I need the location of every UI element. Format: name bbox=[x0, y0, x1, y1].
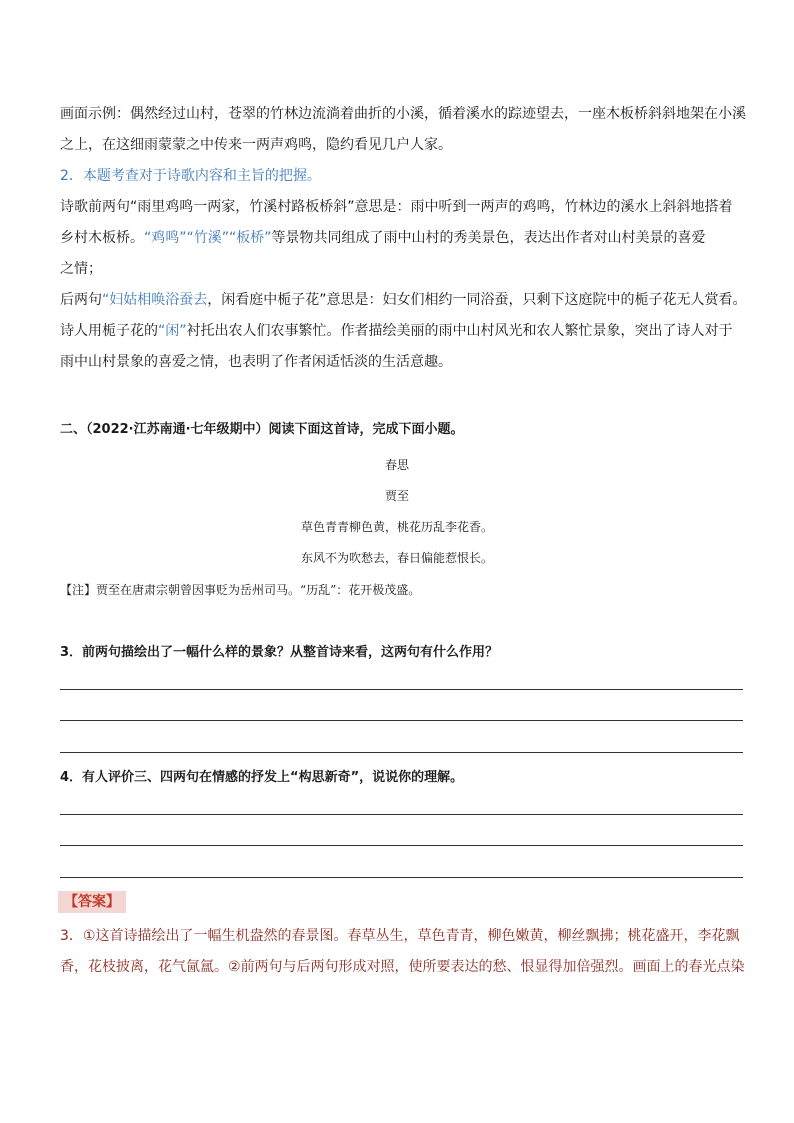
text-run: 诗人用栀子花的 bbox=[60, 323, 158, 339]
poem-title: 春思 bbox=[384, 458, 409, 472]
analysis-paragraph-line bbox=[60, 223, 740, 254]
text-run: ，闲看庭中栀子花”意思是：妇女们相约一同浴蚕，只剩下这庭院中的栀子花无人赏看。 bbox=[207, 292, 747, 308]
text-run: 后两句 bbox=[60, 292, 102, 308]
analysis-paragraph-line: 诗歌前两句“雨里鸡鸣一两家，竹溪村路板桥斜”意思是：雨中听到一两声的鸡鸣，竹林边的溪水上斜斜地搭着 bbox=[60, 199, 733, 215]
highlight-term: “妇姑相唤浴蚕去 bbox=[102, 292, 208, 308]
answer-line[interactable] bbox=[60, 877, 743, 878]
analysis-paragraph-line: 之情； bbox=[60, 261, 102, 277]
highlight-term: “闲” bbox=[158, 323, 187, 339]
answer-line[interactable] bbox=[60, 845, 743, 846]
answer-line-text: 3．①这首诗描绘出了一幅生机盎然的春景图。春草丛生，草色青青，柳色嫩黄，柳丝飘拂；桃花盛开，李花飘 bbox=[60, 928, 740, 944]
analysis-line: 之上，在这细雨蒙蒙之中传来一两声鸡鸣，隐约看见几户人家。 bbox=[60, 137, 452, 153]
text-run: 乡村木板桥。 bbox=[60, 230, 144, 246]
highlight-term: “板桥” bbox=[229, 230, 272, 246]
poem-author: 贾至 bbox=[384, 489, 409, 503]
poem-note: 【注】贾至在唐肃宗朝曾因事贬为岳州司马。“历乱”：花开极茂盛。 bbox=[60, 583, 421, 597]
answer-tag: 【答案】 bbox=[58, 891, 126, 913]
answer-line[interactable] bbox=[60, 689, 743, 690]
answer-line-text: 香，花枝披离，花气氤氲。②前两句与后两句形成对照，使所要表达的愁、恨显得加倍强烈。画面上的春光点染 bbox=[60, 959, 745, 975]
poem-line: 草色青青柳色黄，桃花历乱李花香。 bbox=[300, 520, 493, 534]
poem-line: 东风不为吹愁去，春日偏能惹恨长。 bbox=[300, 551, 493, 565]
analysis-paragraph-line bbox=[60, 285, 747, 316]
answer-line[interactable] bbox=[60, 720, 743, 721]
analysis-line: 画面示例：偶然经过山村，苍翠的竹林边流淌着曲折的小溪，循着溪水的踪迹望去，一座木板桥斜斜地架在小溪 bbox=[60, 106, 746, 122]
analysis-point-2: 2．本题考查对于诗歌内容和主旨的把握。 bbox=[60, 168, 321, 184]
question-4: 4．有人评价三、四两句在情感的抒发上“构思新奇”，说说你的理解。 bbox=[60, 770, 464, 785]
analysis-paragraph-line: 雨中山村景象的喜爱之情，也表明了作者闲适恬淡的生活意趣。 bbox=[60, 354, 452, 370]
section-heading: 二、（2022·江苏南通·七年级期中）阅读下面这首诗，完成下面小题。 bbox=[60, 422, 464, 437]
analysis-paragraph-line bbox=[60, 316, 740, 347]
highlight-term: “鸡鸣” bbox=[144, 230, 187, 246]
question-3: 3．前两句描绘出了一幅什么样的景象？从整首诗来看，这两句有什么作用？ bbox=[60, 645, 499, 660]
highlight-term: “竹溪” bbox=[186, 230, 230, 246]
answer-line[interactable] bbox=[60, 752, 743, 753]
text-run: 衬托出农人们农事繁忙。作者描绘美丽的雨中山村风光和农人繁忙景象，突出了诗人对于 bbox=[186, 323, 733, 339]
text-run: 等景物共同组成了雨中山村的秀美景色，表达出作者对山村美景的喜爱 bbox=[271, 230, 706, 246]
answer-line[interactable] bbox=[60, 814, 743, 815]
